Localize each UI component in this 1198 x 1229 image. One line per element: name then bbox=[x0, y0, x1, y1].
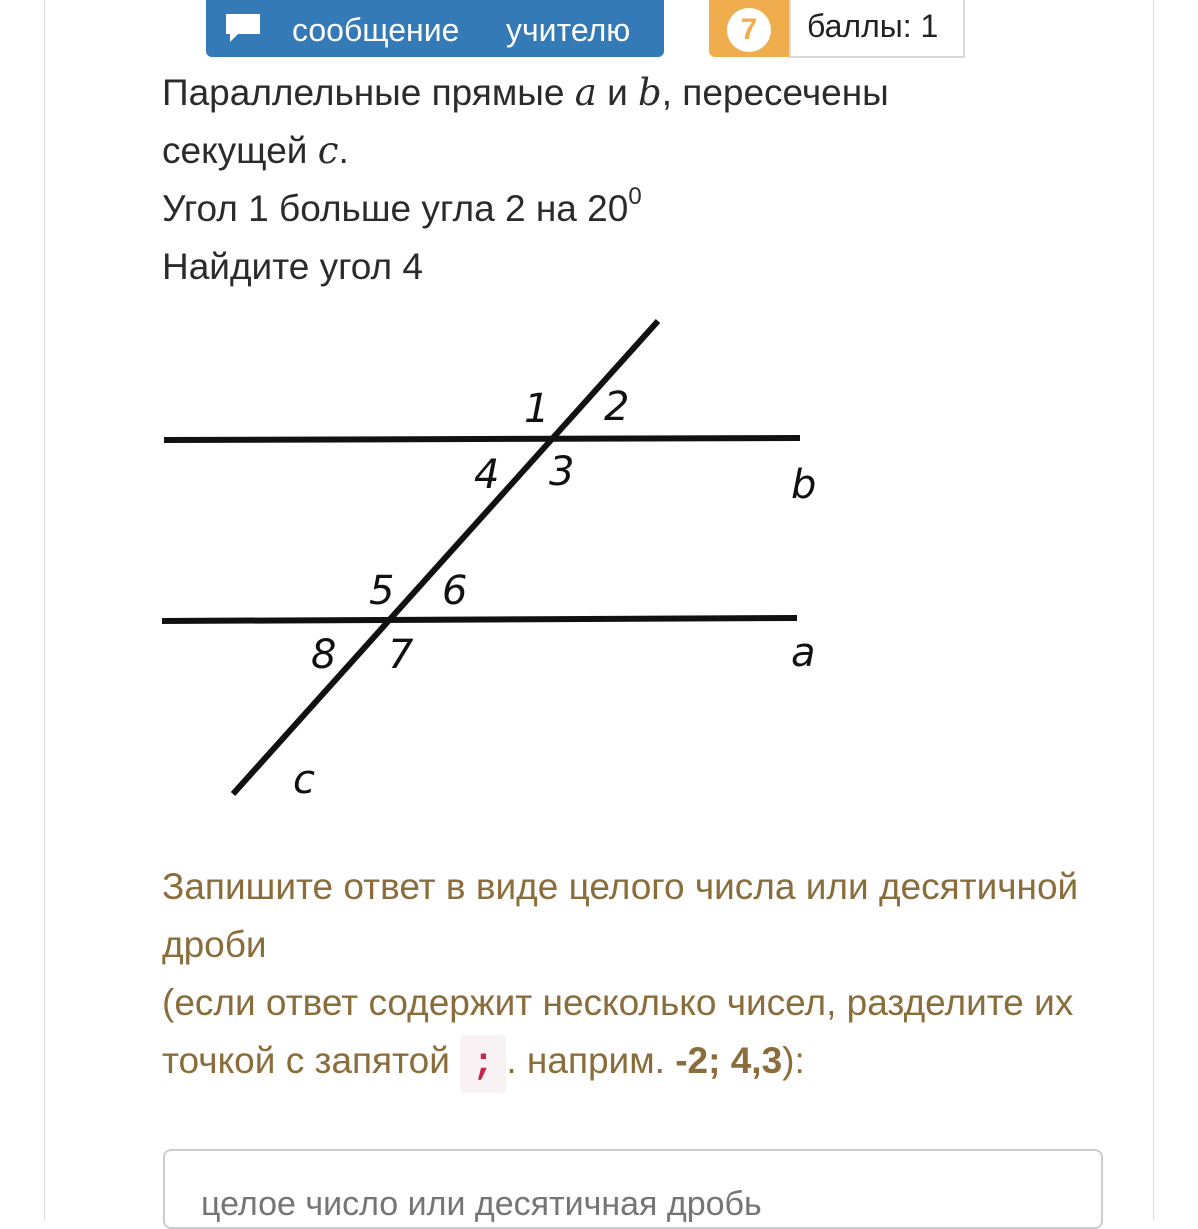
speech-bubble-icon bbox=[224, 12, 264, 46]
angle-label-3: 3 bbox=[549, 449, 575, 495]
points-badge: баллы: 1 bbox=[789, 0, 965, 58]
instructions-line-2: (если ответ содержит несколько чисел, разделите их точкой с запятой ; . наприм. -2; 4,3): bbox=[162, 974, 1092, 1093]
angle-label-2: 2 bbox=[604, 384, 630, 430]
angle-label-5: 5 bbox=[369, 568, 395, 614]
separator-code: ; bbox=[460, 1035, 506, 1093]
line-label-a: a bbox=[791, 630, 816, 676]
line-a bbox=[162, 618, 797, 621]
angle-label-7: 7 bbox=[388, 632, 414, 678]
parallel-lines-figure bbox=[150, 300, 850, 820]
angle-label-6: 6 bbox=[442, 568, 468, 614]
instructions-line-1: Запишите ответ в виде целого числа или десятичной дроби bbox=[162, 866, 1079, 965]
angle-label-4: 4 bbox=[474, 452, 500, 498]
var-c: c bbox=[317, 129, 339, 172]
question-line-3: Угол 1 больше угла 2 на $20^0$ bbox=[162, 182, 642, 229]
degree-superscript: 0 bbox=[628, 182, 642, 210]
line-label-c: c bbox=[293, 757, 315, 803]
line-b bbox=[164, 438, 800, 440]
question-line-4: Найдите угол 4 bbox=[162, 246, 424, 287]
answer-instructions bbox=[162, 858, 1092, 1093]
angle-label-8: 8 bbox=[311, 632, 337, 678]
question-number-badge bbox=[709, 0, 789, 57]
message-teacher-button[interactable] bbox=[206, 0, 664, 57]
transversal-c bbox=[233, 321, 658, 794]
example-answer: -2; 4,3 bbox=[675, 1040, 783, 1081]
angle-label-1: 1 bbox=[524, 386, 550, 432]
var-b: b bbox=[638, 71, 662, 114]
message-button-label: сообщение bbox=[292, 12, 460, 48]
question-line-1: Параллельные прямые a и b, пересечены bbox=[162, 71, 889, 114]
var-a: a bbox=[574, 71, 597, 114]
question-number: 7 bbox=[727, 8, 771, 52]
answer-input[interactable] bbox=[163, 1149, 1103, 1229]
question-text bbox=[162, 64, 1062, 296]
message-button-label-2: учителю bbox=[506, 12, 631, 48]
question-line-2: секущей c. bbox=[162, 129, 349, 172]
line-label-b: b bbox=[791, 462, 817, 508]
